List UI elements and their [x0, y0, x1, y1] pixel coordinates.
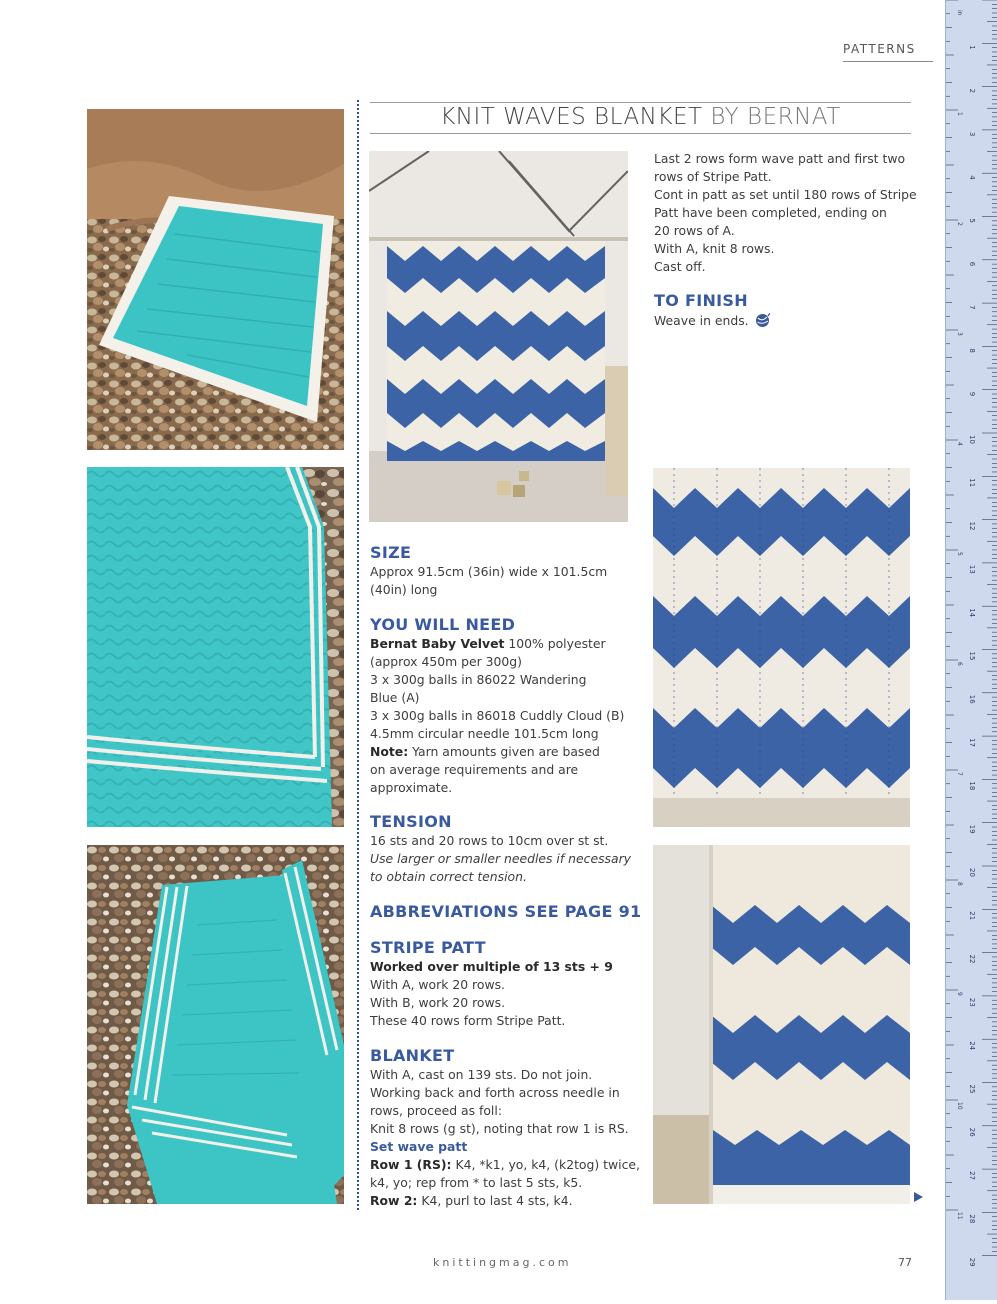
text-line: 20 rows of A.	[654, 223, 735, 238]
text-line: Use larger or smaller needles if necessary	[370, 851, 632, 866]
ruler-cm-label: 11	[968, 478, 976, 488]
photo-blanket-folded	[87, 845, 344, 1204]
ruler-cm-label: 22	[968, 954, 976, 964]
ruler-cm-label: 16	[968, 694, 976, 704]
ruler-inch-label: 6	[956, 662, 963, 666]
text-line: Cast off.	[654, 259, 706, 274]
text-line: Patt have been completed, ending on	[654, 205, 887, 220]
title-rule-top	[370, 102, 911, 103]
ruler-cm-label: 19	[968, 824, 976, 834]
heading-to-finish: TO FINISH	[654, 291, 748, 310]
yarn-line	[370, 635, 624, 653]
column-divider	[357, 100, 359, 1210]
photo-blanket-draped	[653, 845, 910, 1204]
measuring-ruler	[945, 0, 997, 1300]
yarn-fibre: 100% polyester	[504, 636, 606, 651]
heading-stripe-patt: STRIPE PATT	[370, 938, 486, 957]
ruler-cm-label: 9	[968, 391, 976, 397]
text-line: Worked over multiple of 13 sts + 9	[370, 959, 613, 974]
ruler-cm-label: 12	[968, 521, 976, 531]
wave-patt-continuation	[654, 150, 917, 276]
tension-text	[370, 832, 631, 886]
ruler-cm-label: 15	[968, 651, 976, 661]
row2-line	[370, 1192, 640, 1210]
footer-website: knittingmag.com	[433, 1256, 572, 1269]
ruler-cm-label: 8	[968, 348, 976, 353]
text-line: 3 x 300g balls in 86018 Cuddly Cloud (B)	[370, 708, 625, 723]
ruler-cm-label: 3	[968, 131, 976, 137]
text-line: Working back and forth across needle in	[370, 1085, 620, 1100]
text-line: With A, work 20 rows.	[370, 977, 505, 992]
ruler-cm-label: 5	[968, 218, 976, 223]
section-rule	[843, 61, 933, 62]
finish-line: Weave in ends.	[654, 313, 749, 328]
text-line: Cont in patt as set until 180 rows of Stripe	[654, 187, 917, 202]
ruler-cm-label: 25	[968, 1084, 976, 1094]
heading-you-will-need: YOU WILL NEED	[370, 615, 516, 634]
ruler-inch-label: 2	[956, 222, 963, 226]
text-line: to obtain correct tension.	[370, 869, 527, 884]
subheading-set-wave-patt: Set wave patt	[370, 1139, 468, 1154]
photo-blanket-texture-closeup	[87, 467, 344, 827]
ball-of-yarn-icon	[755, 313, 770, 333]
ruler-cm-label: 17	[968, 738, 976, 748]
note-text: Yarn amounts given are based	[408, 744, 600, 759]
text-line: rows of Stripe Patt.	[654, 169, 772, 184]
row1-text: K4, *k1, yo, k4, (k2tog) twice,	[451, 1157, 640, 1172]
ruler-inch-label: in	[956, 10, 963, 16]
ruler-cm-label: 7	[968, 305, 976, 310]
text-line: 16 sts and 20 rows to 10cm over st st.	[370, 833, 609, 848]
page-title	[370, 104, 911, 130]
row2-text: K4, purl to last 4 sts, k4.	[417, 1193, 573, 1208]
ruler-inch-label: 7	[956, 772, 963, 776]
heading-blanket: BLANKET	[370, 1046, 455, 1065]
next-page-arrow-icon	[914, 1192, 923, 1202]
page-number: 77	[898, 1256, 912, 1269]
ruler-inch-label: 9	[956, 992, 963, 996]
title-main: KNIT WAVES BLANKET	[440, 104, 703, 130]
text-line: These 40 rows form Stripe Patt.	[370, 1013, 566, 1028]
ruler-inch-label: 3	[956, 332, 963, 336]
heading-abbreviations: ABBREVIATIONS SEE PAGE 91	[370, 902, 642, 921]
ruler-inch-label: 11	[956, 1212, 963, 1220]
text-line: on average requirements and are	[370, 762, 579, 777]
note-line	[370, 743, 624, 761]
row2-label: Row 2:	[370, 1193, 418, 1208]
finish-text	[654, 312, 770, 333]
ruler-cm-label: 23	[968, 997, 976, 1007]
text-line: Approx 91.5cm (36in) wide x 101.5cm	[370, 564, 608, 579]
ruler-inch-label: 4	[956, 442, 963, 446]
text-line: 4.5mm circular needle 101.5cm long	[370, 726, 599, 741]
title-rule-bottom	[370, 133, 911, 134]
text-line: With A, knit 8 rows.	[654, 241, 775, 256]
heading-tension: TENSION	[370, 812, 452, 831]
size-text	[370, 563, 607, 599]
heading-size: SIZE	[370, 543, 412, 562]
text-line: Blue (A)	[370, 690, 420, 705]
ruler-cm-label: 10	[968, 435, 976, 444]
stripe-patt-text	[370, 958, 613, 1030]
ruler-cm-label: 28	[968, 1214, 976, 1224]
ruler-cm-label: 21	[968, 911, 976, 921]
text-line: Last 2 rows form wave patt and first two	[654, 151, 906, 166]
ruler-cm-label: 4	[968, 175, 976, 180]
title-byline: BY BERNAT	[702, 104, 841, 130]
text-line: 3 x 300g balls in 86022 Wandering	[370, 672, 587, 687]
ruler-cm-label: 14	[968, 608, 976, 618]
ruler-cm-label: 18	[968, 781, 976, 791]
yarn-name: Bernat Baby Velvet	[370, 636, 505, 651]
text-line: (approx 450m per 300g)	[370, 654, 522, 669]
text-line: With B, work 20 rows.	[370, 995, 506, 1010]
note-label: Note:	[370, 744, 409, 759]
photo-blanket-nursery	[369, 151, 628, 522]
row1-line	[370, 1156, 640, 1174]
ruler-cm-label: 29	[968, 1257, 976, 1267]
photo-chevron-closeup	[653, 468, 910, 827]
photo-blanket-on-beach	[87, 109, 344, 450]
ruler-cm-label: 20	[968, 868, 976, 877]
row1-label: Row 1 (RS):	[370, 1157, 452, 1172]
text-line: With A, cast on 139 sts. Do not join.	[370, 1067, 593, 1082]
ruler-cm-label: 13	[968, 564, 976, 574]
ruler-inch-label: 10	[956, 1102, 963, 1110]
ruler-inch-label: 8	[956, 882, 963, 886]
text-line: (40in) long	[370, 582, 438, 597]
ruler-cm-label: 6	[968, 261, 976, 267]
ruler-cm-label: 24	[968, 1041, 976, 1051]
materials-text	[370, 635, 624, 797]
blanket-text	[370, 1066, 640, 1210]
ruler-graphic	[946, 0, 997, 1300]
text-line: rows, proceed as foll:	[370, 1103, 502, 1118]
text-line: Knit 8 rows (g st), noting that row 1 is RS.	[370, 1121, 629, 1136]
ruler-inch-label: 1	[956, 112, 963, 116]
ruler-inch-label: 5	[956, 552, 963, 556]
text-line: approximate.	[370, 780, 453, 795]
ruler-cm-label: 2	[968, 88, 976, 94]
ruler-cm-label: 27	[968, 1171, 976, 1181]
ruler-cm-label: 26	[968, 1127, 976, 1137]
ruler-cm-label: 1	[968, 45, 976, 50]
section-label: PATTERNS	[843, 42, 916, 56]
text-line: k4, yo; rep from * to last 5 sts, k5.	[370, 1175, 583, 1190]
